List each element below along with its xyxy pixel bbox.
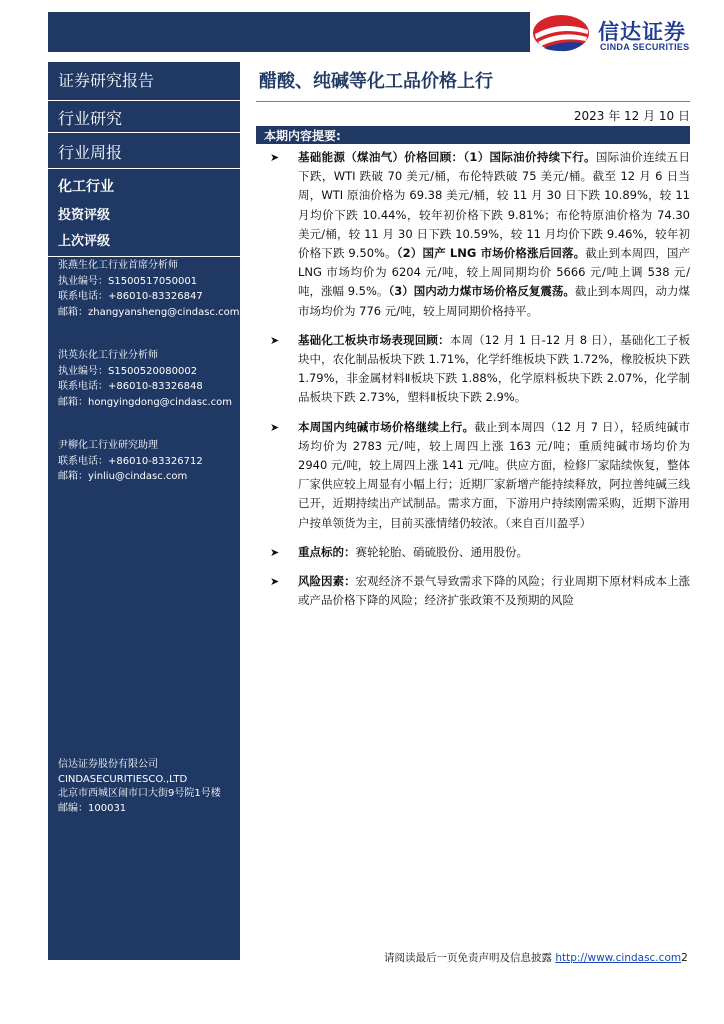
- page-title: 醋酸、纯碱等化工品价格上行: [259, 71, 493, 92]
- report-category: 行业研究: [58, 109, 123, 128]
- list-item: [270, 331, 690, 408]
- analyst-email[interactable]: 邮箱：hongyingdong@cindasc.com: [58, 396, 233, 408]
- analyst-card: [58, 258, 240, 320]
- analyst-cert: 执业编号：S1500520080002: [58, 365, 198, 377]
- sidebar-divider: [48, 256, 240, 257]
- analyst-phone: 联系电话：+86010-83326847: [58, 291, 203, 302]
- analyst-phone: 联系电话：+86010-83326848: [58, 381, 203, 392]
- brand-name-cn: 信达证券: [598, 20, 686, 44]
- summary-content: [270, 148, 690, 620]
- title-divider: [256, 101, 690, 102]
- list-item: [270, 543, 690, 562]
- sidebar-divider: [48, 132, 240, 133]
- bullet-heading: 重点标的：: [298, 544, 356, 559]
- analyst-email[interactable]: 邮箱：zhangyansheng@cindasc.com: [58, 306, 240, 318]
- website-link[interactable]: http://www.cindasc.com: [555, 952, 682, 964]
- arrow-bullet-icon: ➤: [270, 545, 280, 559]
- bullet-text: 截止到本周四，国产 LNG 市场均价为 6204 元/吨，较上周同期均价 5666 元/吨上调 538 元/吨，涨幅 9.5%。: [298, 246, 690, 299]
- arrow-bullet-icon: ➤: [270, 151, 280, 164]
- disclaimer-text: 请阅读最后一页免责声明及信息披露: [384, 952, 556, 964]
- sidebar: [48, 62, 240, 960]
- sidebar-divider: [48, 100, 240, 101]
- bullet-text: 截止到本周四（12 月 7 日），轻质纯碱市场均价为 2783 元/吨，较上周四上涨 163 元/吨；重质纯碱市场均价为 2940 元/吨，较上周四上涨 141 元/吨。供应方面，检修厂家陆续恢复，整体厂家供应较上周显有小幅上行；近期厂家新增产能持续释放，阿拉善纯碱三线已开，近期持续出产试制品。需求方面，下游用户持续刚需采购，近期下游用户按单领货为主，目前买涨情绪仍较浓。（来自百川盈孚）: [298, 419, 691, 530]
- rating-label: 投资评级: [58, 208, 111, 223]
- arrow-bullet-icon: ➤: [270, 420, 280, 434]
- analyst-cert: 执业编号：S1500517050001: [58, 275, 198, 287]
- bullet-text: 宏观经济不景气导致需求下降的风险；行业周期下原材料成本上涨或产品价格下降的风险；经济扩张政策不及预期的风险: [298, 574, 691, 608]
- bullet-heading: （2）国产 LNG 市场价格涨后回落。: [396, 246, 586, 261]
- bullet-heading: （3）国内动力煤市场价格反复震荡。: [388, 284, 575, 299]
- industry-label: 化工行业: [58, 179, 114, 195]
- report-sub-category: 行业周报: [58, 143, 123, 162]
- cinda-globe-icon: [530, 12, 592, 54]
- company-address: 北京市西城区闹市口大街9号院1号楼: [58, 788, 221, 799]
- sidebar-divider: [48, 168, 240, 169]
- summary-label: 本期内容提要:: [264, 129, 341, 143]
- analyst-phone: 联系电话：+86010-83326712: [58, 455, 203, 467]
- company-name-cn: 信达证券股份有限公司: [58, 759, 158, 770]
- arrow-bullet-icon: ➤: [270, 333, 280, 347]
- company-name-en: CINDASECURITIESCO.,LTD: [58, 773, 188, 785]
- list-item: [270, 418, 690, 533]
- list-item: [270, 572, 690, 610]
- brand-logo: [530, 12, 710, 56]
- header-bar: [48, 12, 530, 52]
- bullet-heading: 基础能源（煤油气）价格回顾：（1）国际油价持续下行。: [298, 150, 596, 164]
- analyst-card: [58, 438, 240, 485]
- list-item: [270, 148, 690, 321]
- page-footer: [384, 950, 688, 965]
- bullet-text: 赛轮轮胎、硝硫股份、通用股份。: [355, 544, 528, 559]
- summary-header: [256, 126, 690, 144]
- bullet-heading: 风险因素：: [298, 574, 356, 589]
- bullet-heading: 本周国内纯碱市场价格继续上行。: [298, 419, 475, 434]
- company-postcode: 邮编：100031: [58, 802, 127, 814]
- brand-name-en: CINDA SECURITIES: [600, 42, 690, 52]
- page-number: 2: [681, 952, 688, 964]
- bullet-text: 截止到本周四，动力煤市场均价为 776 元/吨，较上周同期价格持平。: [298, 284, 691, 318]
- analyst-email[interactable]: 邮箱：yinliu@cindasc.com: [58, 471, 188, 482]
- arrow-bullet-icon: ➤: [270, 575, 280, 589]
- bullet-heading: 基础化工板块市场表现回顾：: [298, 332, 450, 347]
- analyst-role: 洪英东化工行业分析师: [58, 350, 158, 361]
- report-type: 证券研究报告: [58, 71, 155, 90]
- analyst-role: 张燕生化工行业首席分析师: [58, 260, 178, 271]
- report-date: 2023 年 12 月 10 日: [573, 109, 690, 123]
- bullet-text: 国际油价连续五日下跌，WTI 跌破 70 美元/桶，布伦特跌破 75 美元/桶。截至 12 月 6 日当周，WTI 原油价格为 69.38 美元/桶，较 11 月 30 日下跌 10.89%，较 11 月均价下跌 10.44%，较年初价格下跌 9.81%；布伦特原油价格为 74.30 美元/桶，较 11 月 30 日下跌 10.59%，较 11 月均价下跌 9.46%，较年初价格下跌 9.50%。: [298, 150, 691, 261]
- analyst-role: 尹柳化工行业研究助理: [58, 440, 158, 451]
- bullet-text: 本周（12 月 1 日-12 月 8 日），基础化工子板块中，农化制品板块下跌 1.71%，化学纤维板块下跌 1.72%，橡胶板块下跌 1.79%，非金属材料Ⅱ板块下跌 1.88%，化学原料板块下跌 2.07%，化学制品板块下跌 2.73%，塑料Ⅱ板块下跌 2.9%。: [298, 332, 691, 405]
- company-info: [58, 758, 240, 816]
- analyst-card: [58, 348, 240, 410]
- prev-rating-label: 上次评级: [58, 234, 111, 249]
